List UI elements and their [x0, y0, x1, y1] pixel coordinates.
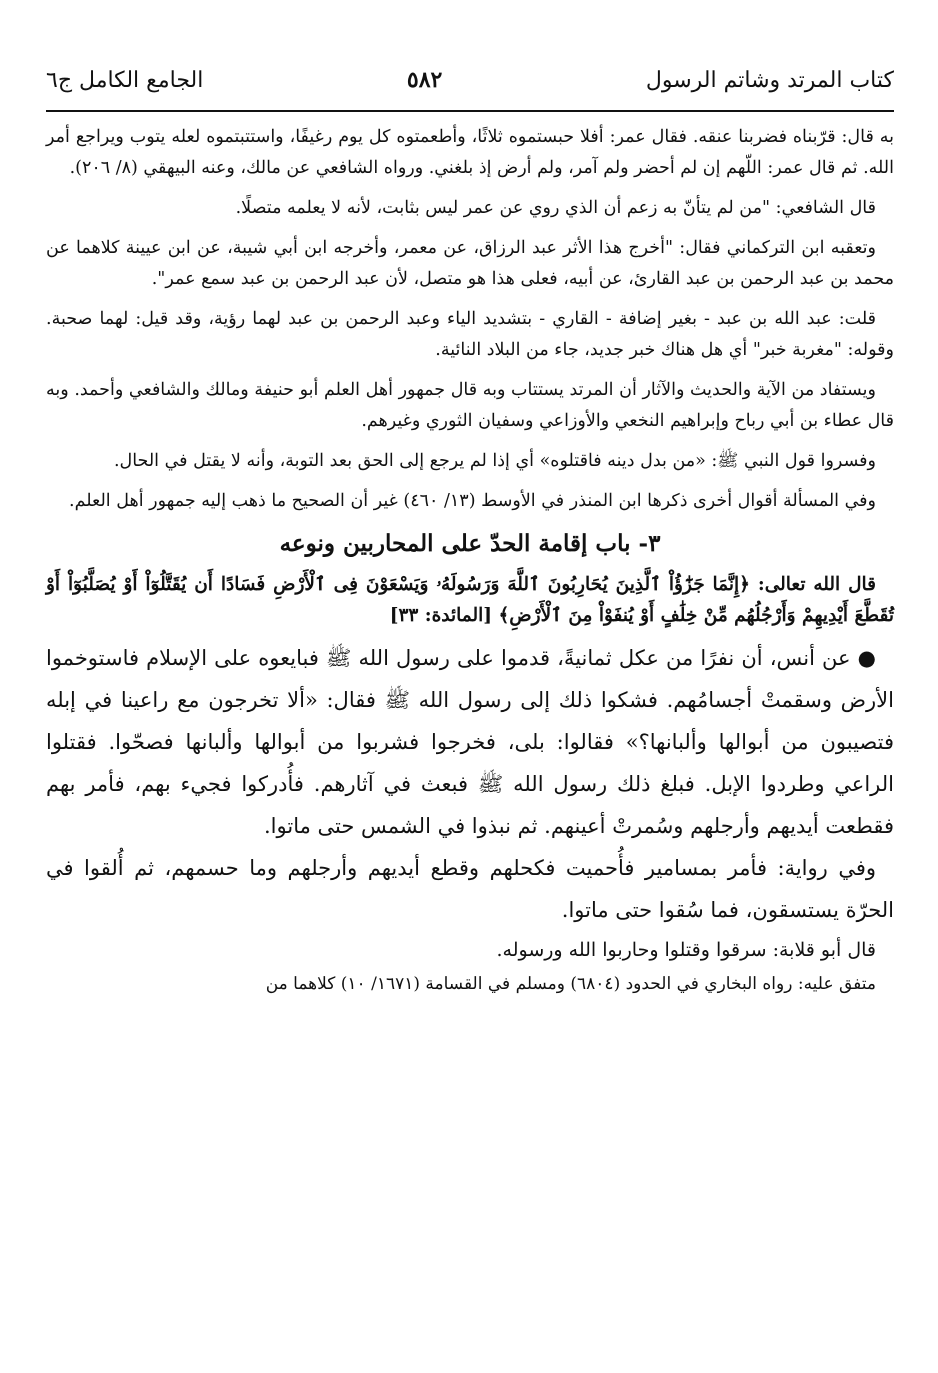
- page-number: ٥٨٢: [406, 67, 443, 93]
- paragraph: وفسروا قول النبي ﷺ: «من بدل دينه فاقتلوه» أي إذا لم يرجع إلى الحق بعد التوبة، وأنه لا يقتل في الحال.: [113, 451, 876, 471]
- header-divider: [46, 110, 894, 112]
- section-heading: ٣- باب إقامة الحدّ على المحاربين ونوعه: [279, 530, 661, 557]
- paragraph: وتعقبه ابن التركماني فقال: "أخرج هذا الأثر عبد الرزاق، عن معمر، وأخرجه ابن أبي شيبة، عن ابن عيينة كلاهما عن محمد بن عبد الرحمن بن عبد القارئ، عن أبيه، فعلى هذا هو متصل، لأن عبد الرحمن بن عبد سمع عمر".: [46, 238, 894, 289]
- paragraph: ويستفاد من الآية والحديث والآثار أن المرتد يستتاب وبه قال جمهور أهل العلم أبو حنيفة ومالك والشافعي وأحمد. وبه قال عطاء بن أبي رباح وإبراهيم النخعي والأوزاعي وسفيان الثوري وغيرهم.: [46, 380, 894, 431]
- hadith-text: ● عن أنس، أن نفرًا من عكل ثمانيةً، قدموا على رسول الله ﷺ فبايعوه على الإسلام فاستوخموا الأرض وسقمتْ أجسامُهم. فشكوا ذلك إلى رسول الله ﷺ فقال: «ألا تخرجون مع راعينا في إبله فتصيبون من أبوالها وألبانها؟» فقالوا: بلى، فخرجوا فشربوا من أبوالها وألبانها فصحّوا. فقتلوا الراعي وطردوا الإبل. فبلغ ذلك رسول الله ﷺ فبعث في آثارهم. فأُدركوا فجيء بهم، فأمر بهم فقطعت أيديهم وأرجلهم وسُمرتْ أعينهم. ثم نبذوا في الشمس حتى ماتوا.: [46, 646, 894, 838]
- page-header: [46, 58, 894, 102]
- takhrij-section: [46, 969, 894, 999]
- paragraph: قلت: عبد الله بن عبد - بغير إضافة - القاري - بتشديد الياء وعبد الرحمن بن عبد لهما رؤية، وقد قيل: لهما صحبة. وقوله: "مغربة خبر" أي هل هناك خبر جديد، جاء من البلاد النائية.: [46, 309, 894, 360]
- abu-qilaba-text: قال أبو قلابة: سرقوا وقتلوا وحاربوا الله ورسوله.: [496, 939, 876, 961]
- hadith-section: [46, 637, 894, 969]
- quran-verse: قال الله تعالى: ﴿إِنَّمَا جَزَٰٓؤُاْ ٱلَّذِينَ يُحَارِبُونَ ٱللَّهَ وَرَسُولَهُۥ وَيَسْعَوْنَ فِى ٱلْأَرْضِ فَسَادًا أَن يُقَتَّلُوٓاْ أَوْ يُصَلَّبُوٓاْ أَوْ تُقَطَّعَ أَيْدِيهِمْ وَأَرْجُلُهُم مِّنْ خِلَٰفٍ أَوْ يُنفَوْاْ مِنَ ٱلْأَرْضِ﴾ [المائدة: ٣٣]: [46, 574, 894, 626]
- page-content: [46, 122, 894, 999]
- paragraph: قال الشافعي: "من لم يتأنّ به زعم أن الذي روي عن عمر ليس بثابت، لأنه لا يعلمه متصلًا.: [235, 198, 876, 218]
- narration-text: وفي رواية: فأمر بمسامير فأُحميت فكحلهم وقطع أيديهم وأرجلهم وما حسمهم، ثم أُلقوا في الحرّة يستسقون، فما سُقوا حتى ماتوا.: [46, 856, 894, 922]
- volume-title: الجامع الكامل ج٦: [46, 67, 204, 93]
- footer-line: متفق عليه: رواه البخاري في الحدود (٦٨٠٤) ومسلم في القسامة (١٦٧١/ ١٠) كلاهما من: [265, 974, 876, 994]
- commentary-section: [46, 122, 894, 517]
- paragraph: وفي المسألة أقوال أخرى ذكرها ابن المنذر في الأوسط (١٣/ ٤٦٠) غير أن الصحيح ما ذهب إليه جمهور أهل العلم.: [69, 491, 876, 511]
- paragraph: به قال: قرّبناه فضربنا عنقه. فقال عمر: أفلا حبستموه ثلاثًا، وأطعمتوه كل يوم رغيفًا، واستتبتموه لعله يتوب ويراجع أمر الله. ثم قال عمر: اللّهم إن لم أحضر ولم آمر، ولم أرض إذ بلغني. ورواه الشافعي عن مالك، وعنه البيهقي (٨/ ٢٠٦).: [46, 127, 894, 178]
- book-title: كتاب المرتد وشاتم الرسول: [645, 67, 894, 93]
